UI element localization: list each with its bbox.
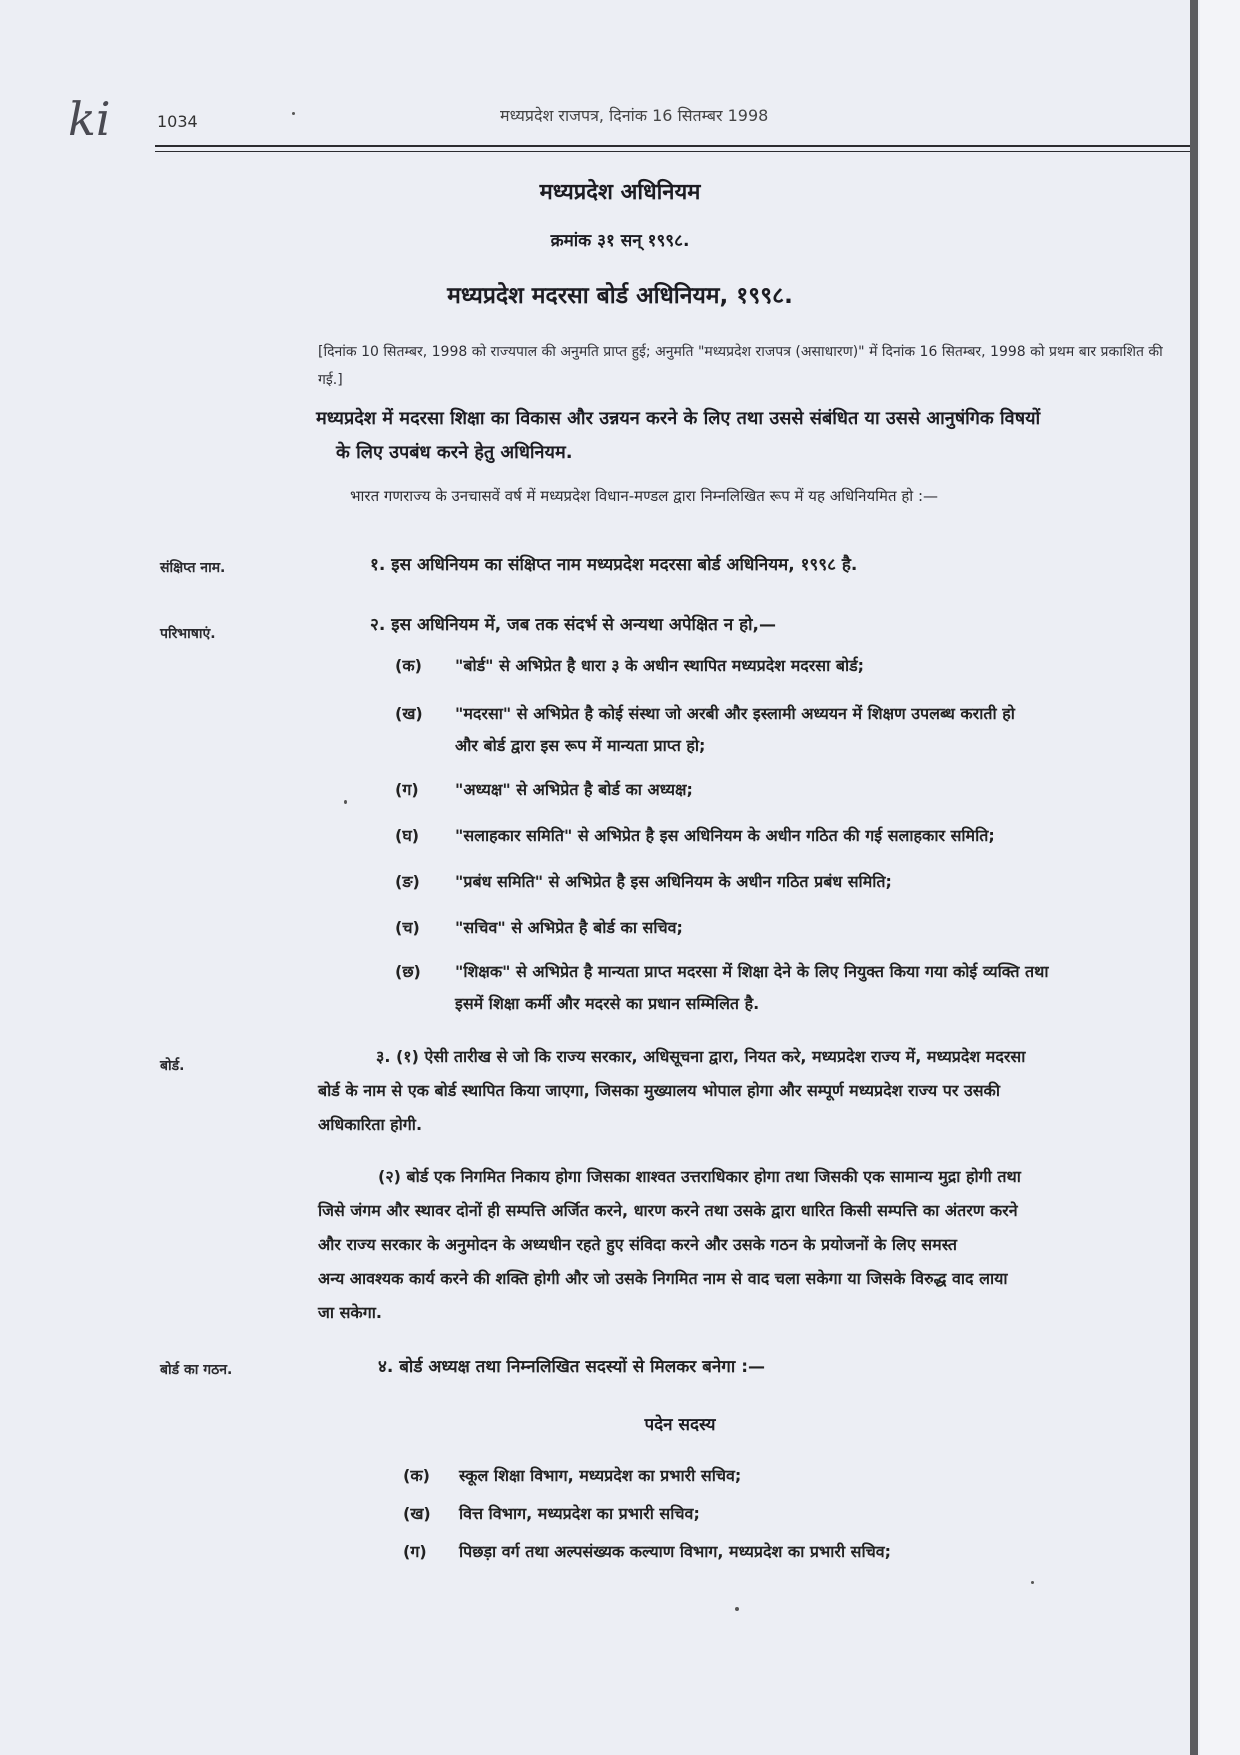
member-text: स्कूल शिक्षा विभाग, मध्यप्रदेश का प्रभारी सचिव; <box>459 1466 742 1485</box>
long-title <box>318 402 1196 470</box>
handwritten-mark: ki <box>68 92 111 146</box>
member-text: पिछड़ा वर्ग तथा अल्पसंख्यक कल्याण विभाग, मध्यप्रदेश का प्रभारी सचिव; <box>459 1542 892 1561</box>
definition-clause <box>395 774 1195 806</box>
act-heading: मध्यप्रदेश अधिनियम <box>539 180 701 205</box>
s3-p1-line-3: अधिकारिता होगी. <box>318 1115 423 1134</box>
enacting-formula: भारत गणराज्य के उनचासवें वर्ष में मध्यप्रदेश विधान-मण्डल द्वारा निम्नलिखित रूप में यह अधिनियमित हो :— <box>350 487 939 505</box>
clause-label: (च) <box>395 918 420 937</box>
clause-text: "सलाहकार समिति" से अभिप्रेत है इस अधिनियम के अधीन गठित की गई सलाहकार समिति; <box>455 826 995 845</box>
member-text: वित्त विभाग, मध्यप्रदेश का प्रभारी सचिव; <box>459 1504 700 1523</box>
clause-text-cont: और बोर्ड द्वारा इस रूप में मान्यता प्राप्त हो; <box>455 736 706 755</box>
clause-label: (छ) <box>395 962 421 981</box>
running-head: मध्यप्रदेश राजपत्र, दिनांक 16 सितम्बर 1998 <box>500 106 769 125</box>
page-number: 1034 <box>157 112 198 131</box>
clause-text: "मदरसा" से अभिप्रेत है कोई संस्था जो अरबी और इस्लामी अध्ययन में शिक्षण उपलब्ध कराती हो <box>455 704 1015 723</box>
definition-clause <box>395 698 1195 762</box>
margin-note-constitution: बोर्ड का गठन. <box>160 1362 233 1378</box>
clause-label: (ङ) <box>395 872 420 891</box>
section-1: १. इस अधिनियम का संक्षिप्त नाम मध्यप्रदेश मदरसा बोर्ड अधिनियम, १९९८ है. <box>370 555 858 575</box>
section-4-intro: ४. बोर्ड अध्यक्ष तथा निम्नलिखित सदस्यों से मिलकर बनेगा :— <box>378 1357 765 1377</box>
definition-clause <box>395 912 1195 944</box>
definition-clause <box>395 956 1195 1020</box>
section-3-subsection-1 <box>318 1040 1196 1142</box>
assent-note: [दिनांक 10 सितम्बर, 1998 को राज्यपाल की अनुमति प्राप्त हुई; अनुमति "मध्यप्रदेश राजपत्र (असाधारण)" में दिनांक 16 सितम्बर, 1998 को प्रथम बार प्रकाशित की गई.] <box>318 344 1163 388</box>
s3-p1-line-1: ३. (१) ऐसी तारीख से जो कि राज्य सरकार, अधिसूचना द्वारा, नियत करे, मध्यप्रदेश राज्य में, मध्यप्रदेश मदरसा <box>376 1047 1026 1066</box>
s3-p2-line-4: अन्य आवश्यक कार्य करने की शक्ति होगी और जो उसके निगमित नाम से वाद चला सकेगा या जिसके विरुद्ध वाद लाया <box>318 1269 1008 1288</box>
clause-text: "बोर्ड" से अभिप्रेत है धारा ३ के अधीन स्थापित मध्यप्रदेश मदरसा बोर्ड; <box>455 656 865 675</box>
section-3-subsection-2 <box>318 1160 1196 1330</box>
margin-note-short-title: संक्षिप्त नाम. <box>160 560 226 576</box>
s3-p2-line-2: जिसे जंगम और स्थावर दोनों ही सम्पत्ति अर्जित करने, धारण करने तथा उसके द्वारा धारित किसी सम्पत्ति का अंतरण करने <box>318 1201 1018 1220</box>
scan-speck <box>292 112 295 115</box>
scan-speck <box>344 800 347 804</box>
clause-label: (ख) <box>395 704 423 723</box>
header-rule-top <box>155 145 1190 147</box>
clause-text: "प्रबंध समिति" से अभिप्रेत है इस अधिनियम के अधीन गठित प्रबंध समिति; <box>455 872 892 891</box>
margin-note-definitions: परिभाषाएं. <box>160 626 216 642</box>
clause-label: (ग) <box>395 780 419 799</box>
ex-officio-heading: पदेन सदस्य <box>644 1415 716 1435</box>
margin-note-board: बोर्ड. <box>160 1058 185 1074</box>
definition-clause <box>395 820 1195 852</box>
scan-speck <box>1031 1581 1034 1584</box>
member-label: (ग) <box>403 1542 427 1561</box>
scan-speck <box>735 1607 739 1611</box>
header-rule-bottom <box>155 151 1190 152</box>
member-item <box>403 1502 1183 1524</box>
long-title-line-2: के लिए उपबंध करने हेतु अधिनियम. <box>336 442 573 463</box>
clause-label: (घ) <box>395 826 420 845</box>
act-name: मध्यप्रदेश मदरसा बोर्ड अधिनियम, १९९८. <box>447 283 793 309</box>
s3-p1-line-2: बोर्ड के नाम से एक बोर्ड स्थापित किया जाएगा, जिसका मुख्यालय भोपाल होगा और सम्पूर्ण मध्यप्रदेश राज्य पर उसकी <box>318 1081 1000 1100</box>
clause-text: "अध्यक्ष" से अभिप्रेत है बोर्ड का अध्यक्ष; <box>455 780 693 799</box>
s3-p2-line-5: जा सकेगा. <box>318 1303 382 1322</box>
s3-p2-line-3: और राज्य सरकार के अनुमोदन के अध्यधीन रहते हुए संविदा करने और उसके गठन के प्रयोजनों के लिए समस्त <box>318 1235 958 1254</box>
clause-text: "शिक्षक" से अभिप्रेत है मान्यता प्राप्त मदरसा में शिक्षा देने के लिए नियुक्त किया गया कोई व्यक्ति तथा <box>455 962 1049 981</box>
long-title-line-1: मध्यप्रदेश में मदरसा शिक्षा का विकास और उन्नयन करने के लिए तथा उससे संबंधित या उससे आनुषंगिक विषयों <box>316 408 1041 429</box>
clause-label: (क) <box>395 656 422 675</box>
member-label: (क) <box>403 1466 430 1485</box>
clause-text: "सचिव" से अभिप्रेत है बोर्ड का सचिव; <box>455 918 683 937</box>
definition-clause <box>395 866 1195 898</box>
definition-clause <box>395 650 1195 682</box>
member-label: (ख) <box>403 1504 431 1523</box>
act-number: क्रमांक ३१ सन् १९९८. <box>550 231 690 251</box>
s3-p2-line-1: (२) बोर्ड एक निगमित निकाय होगा जिसका शाश्वत उत्तराधिकार होगा तथा जिसकी एक सामान्य मुद्रा होगी तथा <box>378 1167 1021 1186</box>
member-item <box>403 1540 1183 1562</box>
section-2-intro: २. इस अधिनियम में, जब तक संदर्भ से अन्यथा अपेक्षित न हो,— <box>370 615 776 635</box>
clause-text-cont: इसमें शिक्षा कर्मी और मदरसे का प्रधान सम्मिलित है. <box>455 994 760 1013</box>
member-item <box>403 1464 1183 1486</box>
scan-margin <box>1200 0 1240 1755</box>
